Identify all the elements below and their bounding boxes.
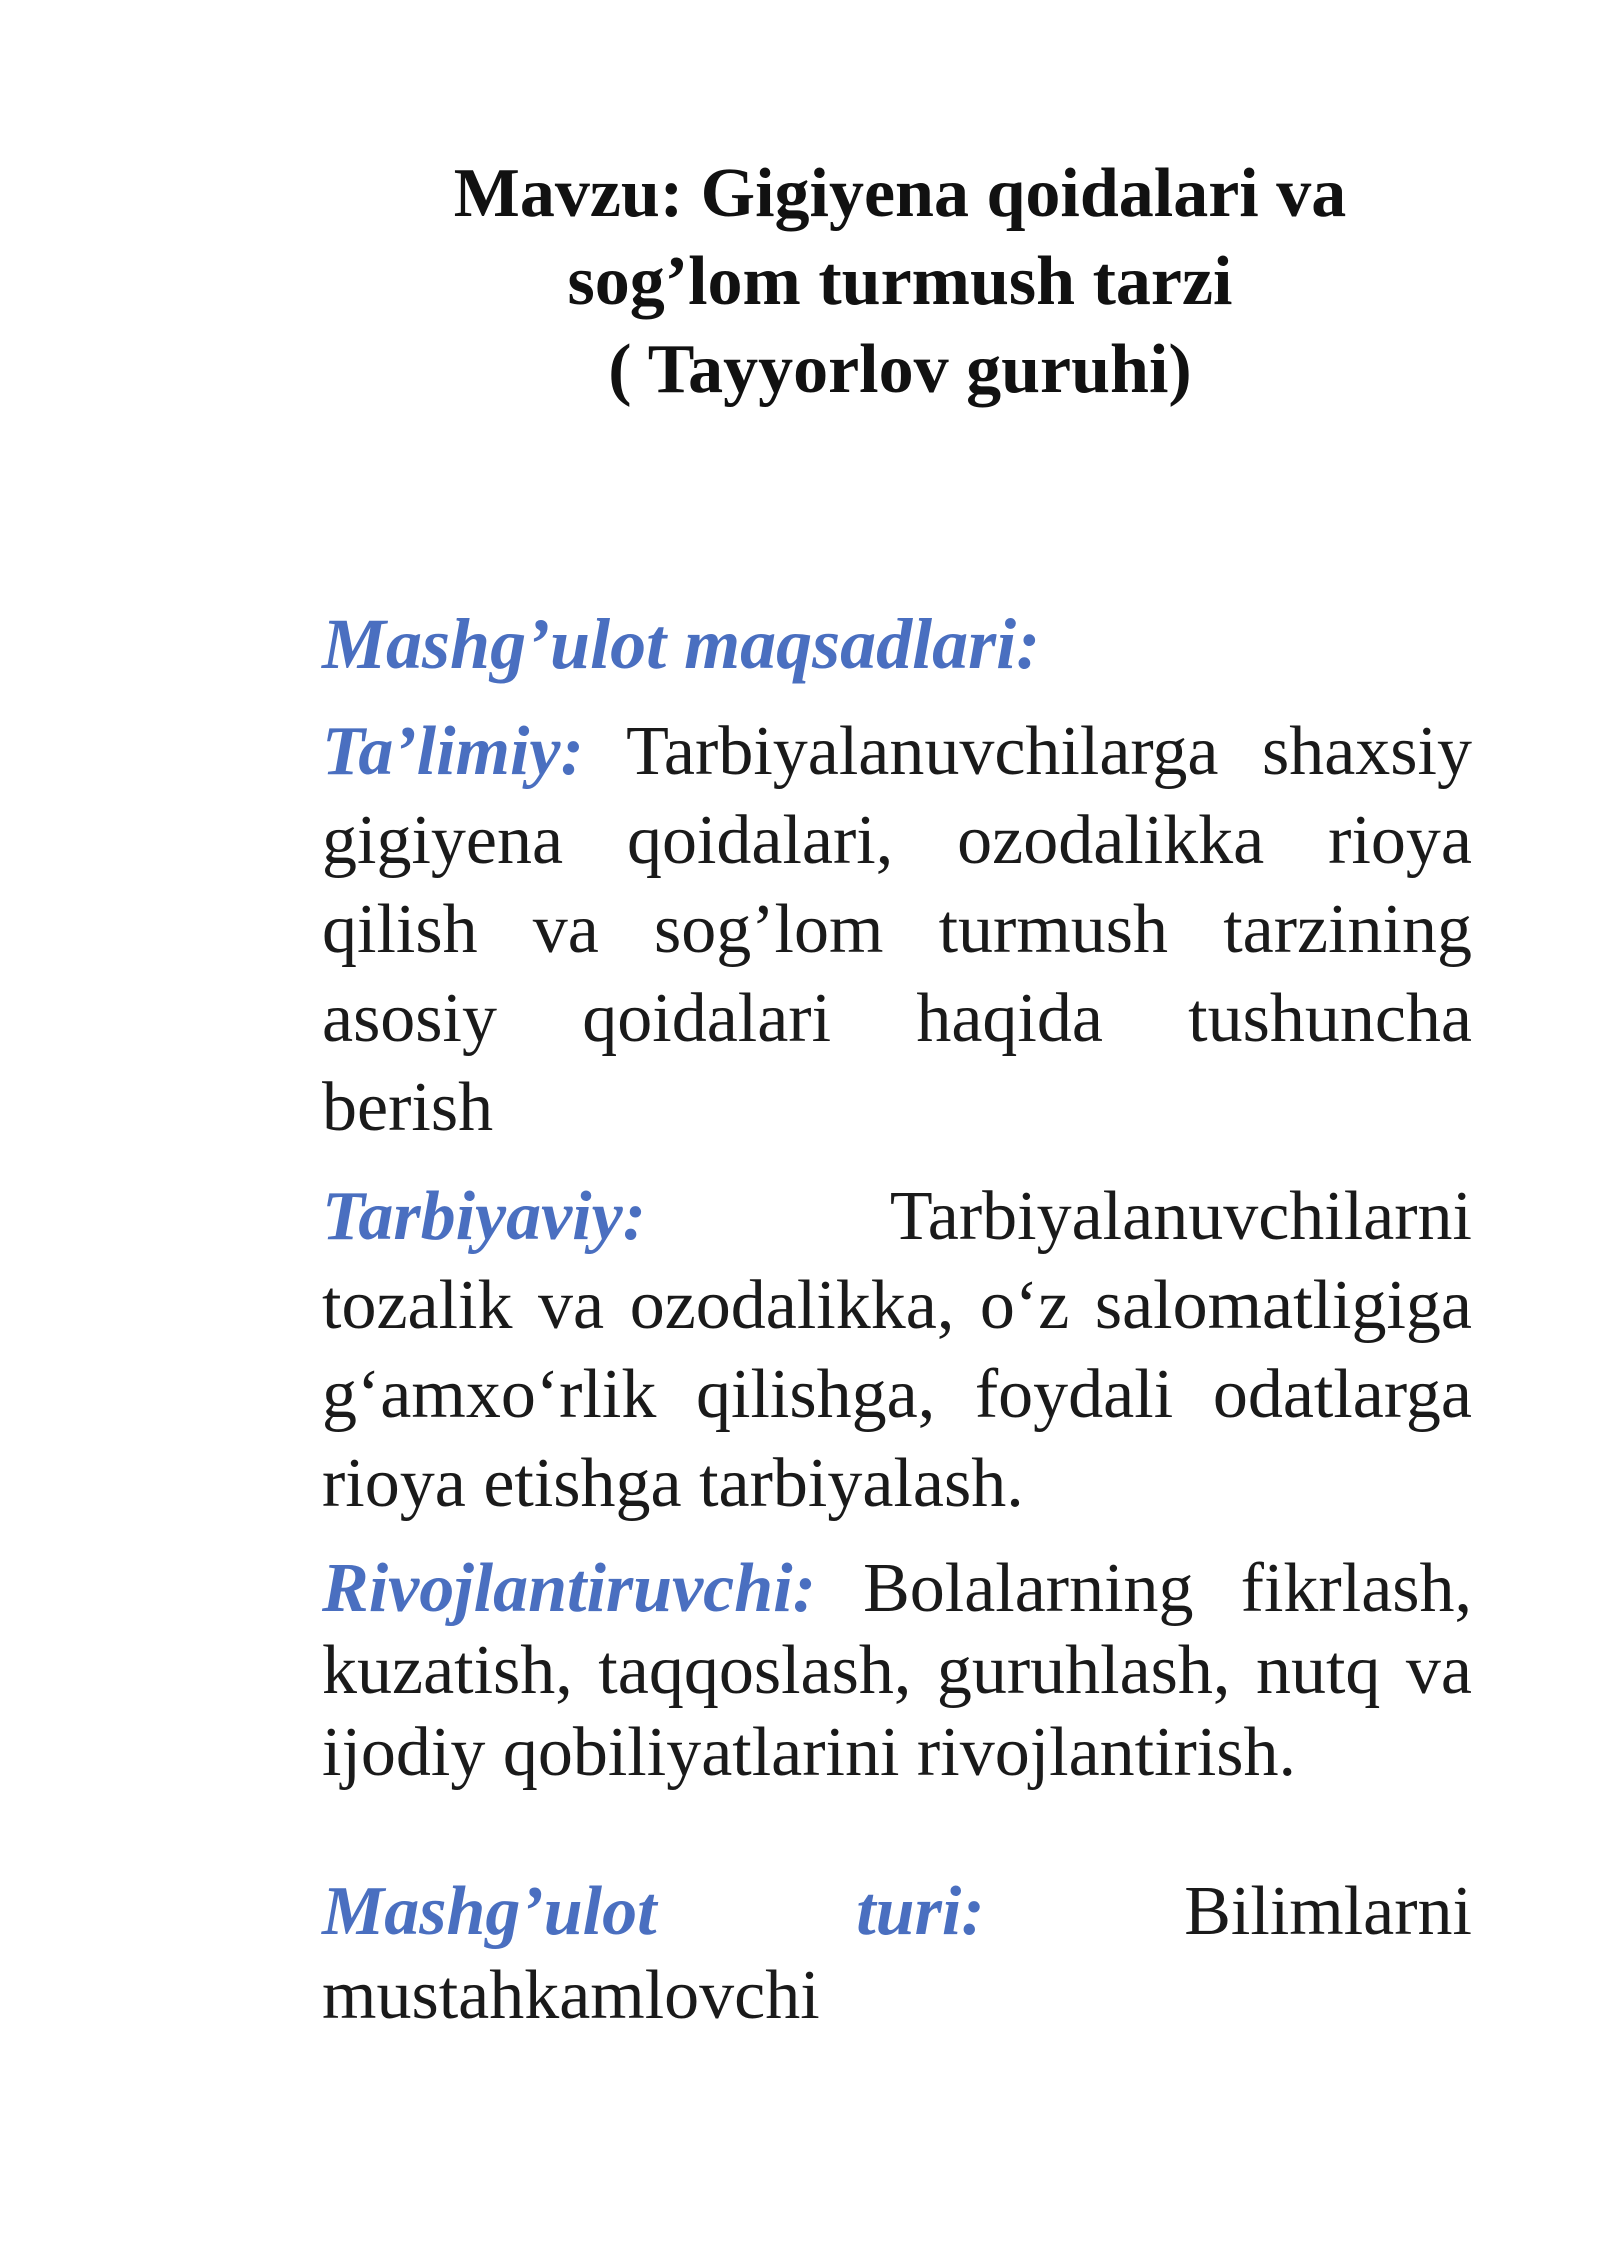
tarbiyaviy-paragraph — [322, 1172, 1472, 1528]
lesson-type-label-1: Mashg’ulot — [322, 1873, 657, 1950]
tarbiyaviy-text-1: Tarbiyalanuvchilarni — [889, 1178, 1472, 1255]
talimiy-line-2: gigiyena qoidalari, ozodalikka rioya — [322, 802, 1472, 879]
lesson-type-paragraph — [322, 1870, 1472, 2038]
rivojlantiruvchi-line-3: ijodiy qobiliyatlarini rivojlantirish. — [322, 1714, 1297, 1791]
rivojlantiruvchi-paragraph — [322, 1548, 1472, 1794]
tarbiyaviy-line-2: tozalik va ozodalikka, o‘z salomatligiga — [322, 1267, 1472, 1344]
rivojlantiruvchi-line-1 — [322, 1548, 1472, 1630]
lesson-type-value-1: Bilimlarni — [1184, 1873, 1472, 1950]
document-body — [322, 600, 1472, 2038]
objectives-heading: Mashg’ulot maqsadlari: — [322, 604, 1041, 684]
tarbiyaviy-line-3: g‘amxo‘rlik qilishga, foydali odatlarga — [322, 1356, 1472, 1433]
rivojlantiruvchi-text-1: Bolalarning fikrlash, — [863, 1550, 1472, 1627]
tarbiyaviy-label: Tarbiyaviy: — [322, 1178, 646, 1255]
talimiy-paragraph — [322, 707, 1472, 1152]
talimiy-line-3: qilish va sog’lom turmush tarzining — [322, 891, 1472, 968]
lesson-type-line-1 — [322, 1870, 1472, 1954]
lesson-type-value-2: mustahkamlovchi — [322, 1957, 820, 2034]
rivojlantiruvchi-line-2: kuzatish, taqqoslash, guruhlash, nutq va — [322, 1632, 1472, 1709]
talimiy-line-5: berish — [322, 1069, 494, 1146]
talimiy-label: Ta’limiy: — [322, 713, 584, 790]
tarbiyaviy-line-1 — [322, 1172, 1472, 1261]
title-line-1: Mavzu: Gigiyena qoidalari va — [453, 155, 1347, 232]
talimiy-text-1: Tarbiyalanuvchilarga shaxsiy — [626, 713, 1472, 790]
tarbiyaviy-line-4: rioya etishga tarbiyalash. — [322, 1445, 1024, 1522]
title-line-2: sog’lom turmush tarzi — [567, 243, 1233, 320]
rivojlantiruvchi-label: Rivojlantiruvchi: — [322, 1550, 816, 1627]
talimiy-line-1 — [322, 707, 1472, 796]
title-line-3: ( Tayyorlov guruhi) — [608, 331, 1192, 408]
lesson-type-label-2: turi: — [856, 1873, 985, 1950]
talimiy-line-4: asosiy qoidalari haqida tushuncha — [322, 980, 1472, 1057]
document-title — [300, 150, 1500, 414]
